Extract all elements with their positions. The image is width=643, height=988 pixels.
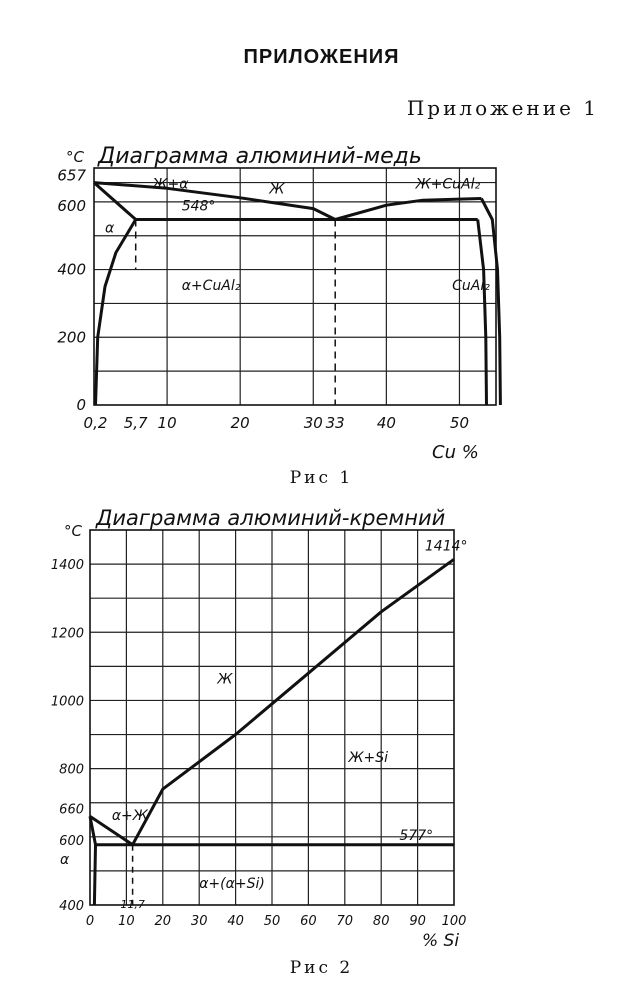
x-tick-label: 50	[449, 414, 470, 432]
region-label: CuAl₂	[452, 277, 490, 294]
page-heading: ПРИЛОЖЕНИЯ	[243, 46, 400, 68]
x-tick-label: 70	[336, 914, 354, 929]
y-tick-label: 400	[59, 899, 84, 914]
y-tick-label: 600	[59, 833, 84, 849]
y-tick-label: 200	[57, 328, 86, 347]
appendix-label: Приложение 1	[406, 96, 599, 120]
figure-1-caption: Рис 1	[289, 468, 354, 488]
y-tick-label: 1200	[50, 626, 84, 642]
x-tick-label: 0	[85, 914, 95, 929]
phase-boundary-line	[133, 559, 454, 844]
x-tick-label: 90	[409, 914, 426, 929]
region-label: α+Ж	[111, 807, 148, 824]
x-tick-label: 80	[372, 914, 390, 929]
y-tick-label: 800	[59, 762, 84, 778]
region-label: Ж+Si	[348, 749, 389, 766]
y-tick-label: 1400	[50, 558, 84, 574]
region-label: 1414°	[424, 538, 468, 555]
x-tick-label: 50	[263, 914, 281, 929]
figure-2-caption: Рис 2	[289, 958, 354, 978]
x-tick-label: 30	[190, 914, 208, 929]
x-tick-label: 30	[303, 414, 323, 432]
x-tick-label: 100	[441, 914, 467, 929]
y-axis-label: °C	[64, 522, 82, 540]
region-label: Ж	[269, 181, 285, 198]
region-label: 548°	[181, 198, 216, 215]
region-label: α	[60, 852, 70, 869]
y-tick-label: 0	[76, 396, 86, 414]
x-tick-label: 20	[230, 414, 250, 432]
x-tick-label: 20	[154, 914, 172, 929]
region-label: Ж	[217, 671, 233, 688]
chart-title: Диаграмма алюминий-медь	[98, 144, 422, 169]
region-label: α+(α+Si)	[199, 875, 265, 892]
y-tick-label: 1000	[50, 694, 84, 710]
y-tick-label: 657	[57, 166, 86, 185]
x-tick-label: 10	[157, 414, 177, 432]
x-tick-label: 60	[300, 914, 317, 929]
x-tick-label: 40	[376, 414, 396, 432]
y-tick-label: 600	[57, 196, 86, 215]
y-axis-label: °C	[66, 148, 84, 166]
x-tick-label: 33	[325, 414, 345, 432]
y-tick-label: 400	[57, 260, 86, 279]
chart-title: Диаграмма алюминий-кремний	[96, 506, 446, 530]
eutectic-composition-label: 11,7	[120, 898, 145, 911]
region-label: α	[104, 220, 115, 237]
y-tick-label: 660	[59, 802, 84, 818]
phase-boundary-line	[90, 816, 96, 905]
x-tick-label: 5,7	[123, 414, 148, 432]
region-label: 577°	[399, 828, 434, 845]
region-label: Ж+CuAl₂	[415, 176, 481, 193]
region-label: Ж+α	[152, 176, 189, 193]
x-tick-label: 40	[227, 914, 244, 929]
x-tick-label: 10	[118, 914, 135, 929]
x-axis-label: Cu %	[432, 442, 479, 463]
x-tick-label: 0,2	[83, 414, 108, 432]
region-label: α+CuAl₂	[181, 277, 241, 294]
x-axis-label: % Si	[422, 931, 460, 951]
